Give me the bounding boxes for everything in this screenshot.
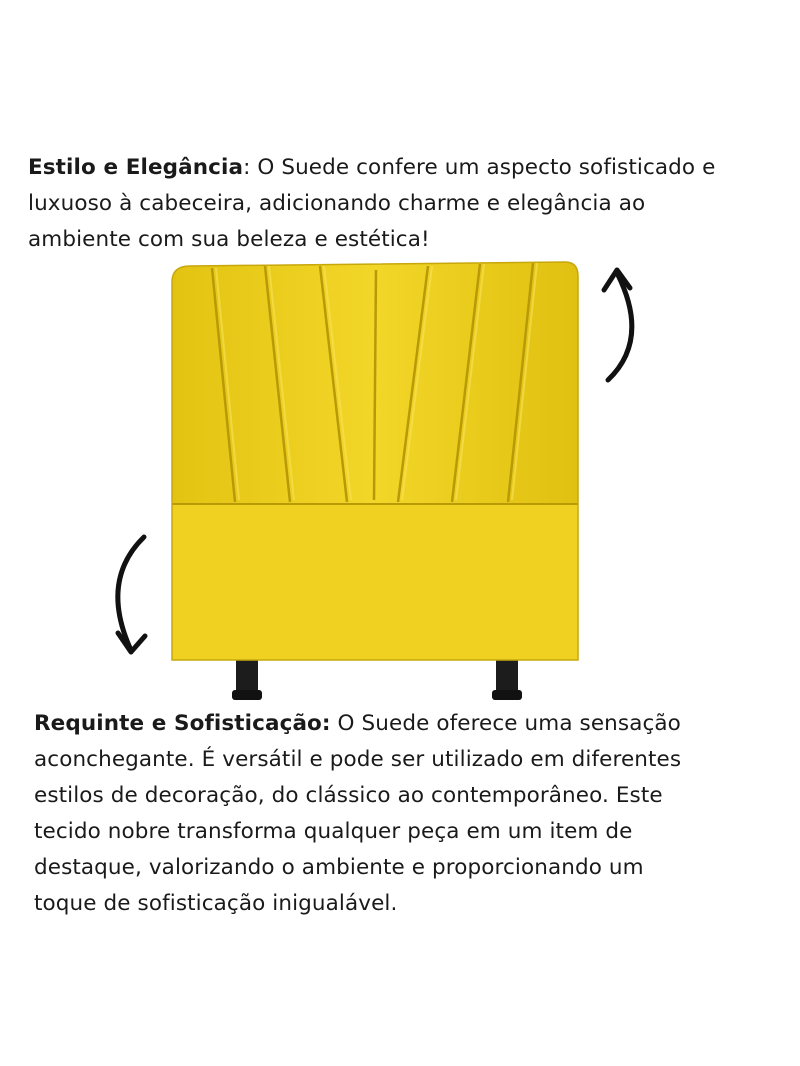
paragraph-line: luxuoso à cabeceira, adicionando charme e elegância ao — [28, 191, 646, 216]
refinement-heading: Requinte e Sofisticação: — [34, 711, 331, 736]
curved-arrow-up-icon — [604, 270, 632, 380]
headboard-legs — [232, 655, 522, 700]
right-leg-foot — [492, 690, 522, 700]
paragraph-line — [28, 150, 715, 186]
right-leg — [496, 655, 518, 699]
headboard — [172, 262, 578, 660]
left-leg — [236, 655, 258, 699]
left-leg-foot — [232, 690, 262, 700]
paragraph-line: destaque, valorizando o ambiente e proporcionando um — [34, 855, 644, 880]
refinement-sophistication-paragraph — [34, 706, 681, 922]
paragraph-line: estilos de decoração, do clássico ao contemporâneo. Este — [34, 783, 663, 808]
paragraph-line — [34, 706, 681, 742]
curved-arrow-down-icon — [118, 537, 145, 652]
style-elegance-heading: Estilo e Elegância — [28, 155, 244, 180]
paragraph-line: aconchegante. É versátil e pode ser utilizado em diferentes — [34, 747, 682, 772]
paragraph-text: : O Suede confere um aspecto sofisticado e — [243, 155, 716, 180]
paragraph-line: ambiente com sua beleza e estética! — [28, 227, 430, 252]
headboard-bottom-band — [172, 503, 578, 660]
paragraph-line: tecido nobre transforma qualquer peça em um item de — [34, 819, 633, 844]
paragraph-text: O Suede oferece uma sensação — [330, 711, 681, 736]
headboard-channels — [212, 263, 533, 502]
style-elegance-paragraph — [28, 150, 715, 258]
paragraph-line: toque de sofisticação inigualável. — [34, 891, 398, 916]
